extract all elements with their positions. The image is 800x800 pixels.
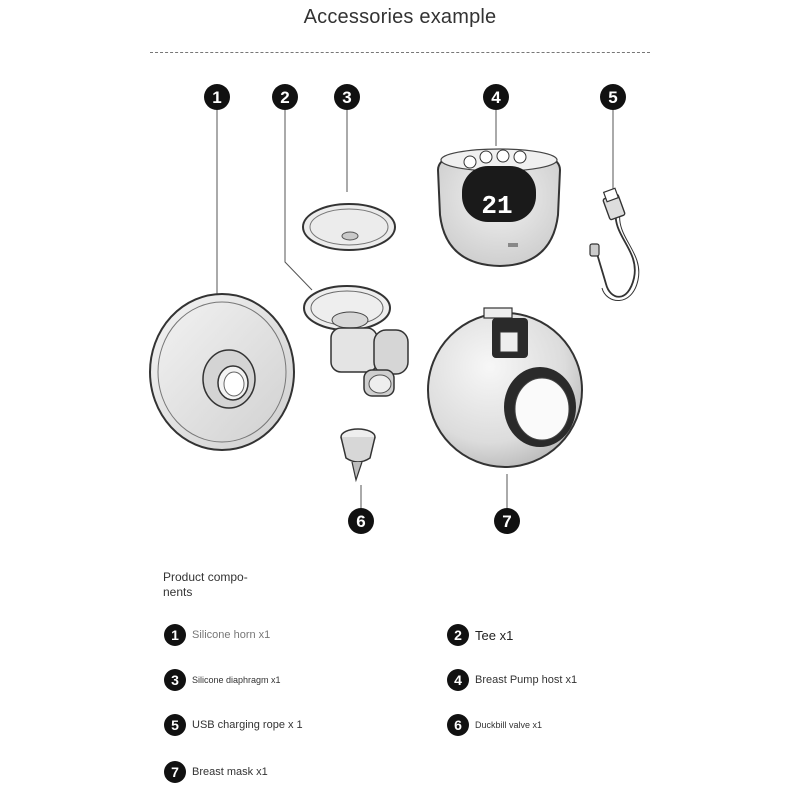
host-display-digits: 21 xyxy=(481,191,513,221)
component-label: Breast mask x1 xyxy=(192,766,268,778)
component-item xyxy=(164,624,270,646)
badge-6 xyxy=(348,508,374,534)
svg-text:7: 7 xyxy=(502,512,512,531)
silicone-horn-part xyxy=(150,294,294,450)
tee-part xyxy=(304,286,408,396)
component-item xyxy=(447,669,577,691)
badge-2 xyxy=(272,84,298,110)
silicone-diaphragm-part xyxy=(303,204,395,250)
component-item xyxy=(164,714,303,736)
page-title: Accessories example xyxy=(303,6,497,28)
svg-text:1: 1 xyxy=(212,88,222,107)
part-badges xyxy=(204,84,626,534)
component-label: Duckbill valve x1 xyxy=(475,720,543,730)
component-label: Silicone diaphragm x1 xyxy=(192,675,281,685)
components-title xyxy=(163,570,273,600)
svg-text:3: 3 xyxy=(342,88,352,107)
component-label: USB charging rope x 1 xyxy=(192,719,303,731)
badge-7 xyxy=(494,508,520,534)
component-number: 1 xyxy=(164,624,186,646)
component-item xyxy=(164,669,281,691)
component-label: Silicone horn x1 xyxy=(192,629,271,641)
component-number: 7 xyxy=(164,761,186,783)
component-item xyxy=(164,761,268,783)
breast-mask-part xyxy=(428,308,582,467)
duckbill-valve-part xyxy=(341,429,375,480)
component-item xyxy=(447,714,542,736)
svg-text:5: 5 xyxy=(608,88,618,107)
badge-5 xyxy=(600,84,626,110)
svg-text:2: 2 xyxy=(280,88,290,107)
badge-1 xyxy=(204,84,230,110)
usb-charging-rope-part xyxy=(590,188,639,300)
component-number: 2 xyxy=(447,624,469,646)
component-item xyxy=(447,624,513,646)
component-label: Tee x1 xyxy=(475,627,514,643)
svg-text:6: 6 xyxy=(356,512,366,531)
badge-4 xyxy=(483,84,509,110)
badge-3 xyxy=(334,84,360,110)
component-label: Breast Pump host x1 xyxy=(475,674,578,686)
component-number: 5 xyxy=(164,714,186,736)
component-number: 4 xyxy=(447,669,469,691)
component-number: 6 xyxy=(447,714,469,736)
components-title-text: Product compo- nents xyxy=(163,570,248,599)
breast-pump-host-part xyxy=(438,149,560,266)
svg-text:4: 4 xyxy=(491,88,501,107)
component-number: 3 xyxy=(164,669,186,691)
